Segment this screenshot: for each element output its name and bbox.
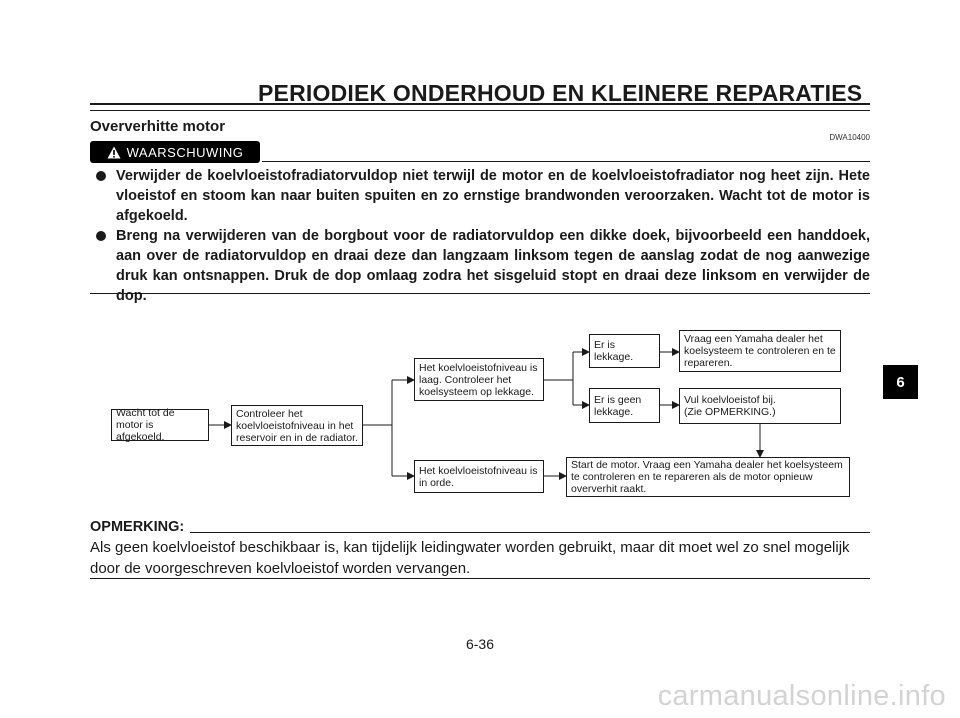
flow-box-text: Controleer het koelvloeistofniveau in het reservoir en in de radiator. bbox=[236, 407, 358, 444]
flow-box-start-engine bbox=[566, 457, 850, 497]
note-title: OPMERKING: bbox=[90, 519, 185, 535]
flow-box-no-leak bbox=[589, 388, 660, 423]
flow-box-text: Start de motor. Vraag een Yamaha dealer het koelsysteem te controleren en te repareren als de motor opnieuw oververhit raakt. bbox=[571, 459, 843, 495]
warning-label: WAARSCHUWING bbox=[126, 144, 244, 160]
flow-box-text: Er is geen lekkage. bbox=[594, 393, 642, 418]
note-rule bbox=[190, 532, 870, 533]
flow-box-text: Vraag een Yamaha dealer het koelsysteem te controleren en te repareren. bbox=[684, 333, 836, 369]
flow-box-dealer bbox=[679, 330, 841, 372]
flow-box-refill bbox=[679, 388, 841, 424]
page-number: 6-36 bbox=[465, 636, 495, 652]
flow-box-wait bbox=[111, 409, 209, 441]
note-end-rule bbox=[90, 578, 870, 579]
flow-box-text: Het koelvloeistofniveau is in orde. bbox=[419, 464, 538, 489]
warning-item-text: Breng na verwijderen van de borgbout voor de radiatorvuldop een dikke doek, bijvoorbeeld een handdoek, aan over de radiatorvuldop en draai deze dan langzaam linksom tegen de aanslag zodat de nog aanwezige druk kan ontsnappen. Druk de dop omlaag zodra het sisgeluid stopt en draai deze linksom en verwijder de dop. bbox=[116, 228, 870, 304]
flow-box-text: Er is lekkage. bbox=[594, 339, 634, 363]
flow-box-level-low bbox=[414, 358, 544, 401]
chapter-tab: 6 bbox=[883, 365, 918, 399]
page-header-title: PERIODIEK ONDERHOUD EN KLEINERE REPARATIES bbox=[258, 80, 863, 106]
warning-item-text: Verwijder de koelvloeistofradiatorvuldop niet terwijl de motor en de koelvloeistofradiator nog heet zijn. Hete vloeistof en stoom kan naar buiten spuiten en zo ernstige brandwonden veroorzaken. Wacht tot de motor is afgekoeld. bbox=[116, 168, 870, 224]
section-title: Oververhitte motor bbox=[90, 118, 226, 135]
flow-box-check-level bbox=[231, 405, 363, 446]
flow-box-level-ok bbox=[414, 460, 544, 493]
flow-box-leak bbox=[589, 334, 660, 368]
flow-box-text: Vul koelvloeistof bij. (Zie OPMERKING.) bbox=[684, 394, 776, 418]
watermark: carmanualsonline.info bbox=[657, 680, 946, 712]
flow-box-text: Wacht tot de motor is afgekoeld. bbox=[116, 407, 175, 443]
document-code: DWA10400 bbox=[829, 133, 870, 142]
note-text: Als geen koelvloeistof beschikbaar is, kan tijdelijk leidingwater worden gebruikt, maar dit moet wel zo snel mogelijk door de voorgeschreven koelvloeistof worden vervangen. bbox=[90, 539, 850, 577]
flow-box-text: Het koelvloeistofniveau is laag. Controleer het koelsysteem op lekkage. bbox=[419, 361, 538, 398]
